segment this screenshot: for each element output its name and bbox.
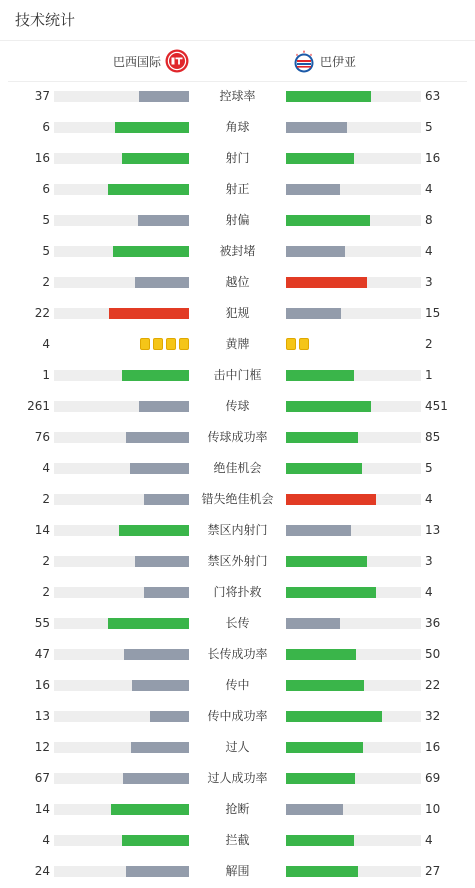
stat-row — [0, 391, 475, 422]
stat-row — [0, 112, 475, 143]
away-stat-bar — [286, 494, 421, 505]
home-stat-bar-fill — [144, 494, 189, 505]
home-stat-value: 16 — [34, 151, 50, 165]
away-stat-bar — [286, 184, 421, 195]
stat-row — [0, 422, 475, 453]
away-stat-value: 3 — [425, 275, 433, 289]
home-stat-bar-fill — [122, 370, 190, 381]
home-stat-bar-fill — [124, 649, 189, 660]
stat-row — [0, 143, 475, 174]
away-stat-bar — [286, 401, 421, 412]
away-stat-bar-fill — [286, 711, 382, 722]
stat-row — [0, 763, 475, 794]
away-stat-bar — [286, 835, 421, 846]
home-stat-value: 6 — [42, 182, 50, 196]
away-stat-bar-fill — [286, 742, 363, 753]
home-stat-bar — [54, 153, 189, 164]
away-stat-bar-fill — [286, 835, 354, 846]
home-stat-bar — [54, 866, 189, 877]
home-stat-bar — [54, 835, 189, 846]
away-stat-value: 16 — [425, 151, 441, 165]
away-stat-bar-fill — [286, 122, 347, 133]
home-stat-bar — [54, 91, 189, 102]
home-stat-bar-fill — [119, 525, 189, 536]
yellow-card-icon — [140, 338, 150, 350]
home-stat-bar — [54, 587, 189, 598]
away-stat-value: 22 — [425, 678, 441, 692]
away-stat-bar-fill — [286, 401, 371, 412]
away-stat-value: 4 — [425, 492, 433, 506]
internacional-crest-icon — [165, 49, 189, 73]
home-stat-bar — [54, 649, 189, 660]
home-stat-bar — [54, 370, 189, 381]
away-stat-bar-fill — [286, 91, 371, 102]
home-stat-value: 2 — [42, 275, 50, 289]
home-stat-bar-fill — [131, 742, 189, 753]
stat-label: 长传成功率 — [207, 647, 268, 661]
home-stat-value: 13 — [34, 709, 50, 723]
away-stat-bar — [286, 742, 421, 753]
away-stat-bar — [286, 432, 421, 443]
home-stat-bar-fill — [138, 215, 189, 226]
home-stat-value: 55 — [34, 616, 50, 630]
team-header — [0, 42, 475, 80]
stat-label: 射正 — [225, 182, 250, 196]
away-stat-value: 27 — [425, 864, 441, 878]
home-stat-bar — [54, 246, 189, 257]
home-stat-bar — [54, 494, 189, 505]
home-stat-bar — [54, 308, 189, 319]
home-stat-bar-fill — [111, 804, 189, 815]
home-stat-value: 4 — [42, 337, 50, 351]
home-team-name: 巴西国际 — [112, 54, 161, 69]
away-stat-bar-fill — [286, 277, 367, 288]
stat-row — [0, 856, 475, 887]
away-stat-bar-fill — [286, 649, 356, 660]
away-stat-bar — [286, 370, 421, 381]
away-team[interactable] — [292, 49, 356, 73]
home-stat-bar-fill — [126, 866, 189, 877]
home-stat-value: 14 — [34, 523, 50, 537]
stat-label: 过人成功率 — [207, 771, 268, 785]
home-stat-bar — [54, 618, 189, 629]
stat-row — [0, 670, 475, 701]
home-stat-value: 5 — [42, 244, 50, 258]
stat-label: 抢断 — [225, 802, 250, 816]
away-stat-value: 2 — [425, 337, 433, 351]
yellow-card-icon — [299, 338, 309, 350]
away-stat-bar-fill — [286, 866, 358, 877]
away-stat-bar — [286, 711, 421, 722]
stat-label: 过人 — [225, 740, 250, 754]
away-stat-bar — [286, 463, 421, 474]
away-stat-value: 63 — [425, 89, 441, 103]
away-stat-bar — [286, 215, 421, 226]
home-stat-bar — [54, 463, 189, 474]
home-yellow-cards — [140, 338, 189, 351]
home-stat-value: 2 — [42, 554, 50, 568]
away-stat-value: 4 — [425, 182, 433, 196]
away-stat-value: 8 — [425, 213, 433, 227]
stat-row — [0, 236, 475, 267]
away-stat-value: 451 — [425, 399, 448, 413]
home-stat-value: 47 — [34, 647, 50, 661]
home-stat-bar — [54, 525, 189, 536]
away-yellow-cards — [286, 338, 309, 351]
away-stat-bar-fill — [286, 432, 358, 443]
away-stat-bar — [286, 525, 421, 536]
stat-row — [0, 329, 475, 360]
home-stat-bar-fill — [144, 587, 189, 598]
away-stat-bar — [286, 246, 421, 257]
stat-row — [0, 360, 475, 391]
home-stat-bar — [54, 556, 189, 567]
stat-label: 门将扑救 — [213, 585, 262, 599]
away-stat-bar-fill — [286, 804, 343, 815]
stats-list — [0, 81, 475, 887]
away-stat-bar — [286, 773, 421, 784]
home-stat-bar-fill — [130, 463, 189, 474]
away-stat-bar-fill — [286, 618, 340, 629]
away-stat-bar — [286, 866, 421, 877]
stat-label: 控球率 — [219, 89, 256, 103]
stat-row — [0, 732, 475, 763]
away-stat-bar-fill — [286, 463, 362, 474]
home-stat-bar-fill — [115, 122, 189, 133]
stat-row — [0, 174, 475, 205]
home-stat-bar-fill — [109, 308, 189, 319]
home-stat-bar-fill — [135, 277, 189, 288]
stat-row — [0, 81, 475, 112]
stat-label: 射偏 — [225, 213, 250, 227]
stat-row — [0, 825, 475, 856]
home-stat-value: 2 — [42, 585, 50, 599]
stat-row — [0, 484, 475, 515]
away-stat-bar-fill — [286, 556, 367, 567]
stat-row — [0, 267, 475, 298]
home-stat-bar-fill — [122, 835, 190, 846]
home-stat-value: 1 — [42, 368, 50, 382]
away-stat-bar-fill — [286, 308, 341, 319]
away-stat-value: 5 — [425, 120, 433, 134]
home-stat-bar-fill — [126, 432, 189, 443]
stat-label: 绝佳机会 — [213, 461, 262, 475]
stat-label: 禁区内射门 — [207, 523, 268, 537]
home-stat-value: 76 — [34, 430, 50, 444]
away-team-name: 巴伊亚 — [320, 54, 357, 69]
home-stat-bar — [54, 432, 189, 443]
page-title: 技术统计 — [15, 11, 76, 29]
stat-row — [0, 205, 475, 236]
away-stat-value: 3 — [425, 554, 433, 568]
away-stat-bar — [286, 680, 421, 691]
stat-label: 传中成功率 — [207, 709, 268, 723]
home-stat-value: 261 — [27, 399, 50, 413]
away-stat-value: 13 — [425, 523, 441, 537]
home-stat-bar — [54, 277, 189, 288]
bahia-crest-icon — [292, 49, 316, 73]
home-stat-bar — [54, 122, 189, 133]
away-stat-value: 69 — [425, 771, 441, 785]
away-stat-bar-fill — [286, 153, 354, 164]
stat-label: 犯规 — [225, 306, 250, 320]
away-stat-bar — [286, 556, 421, 567]
stat-label: 错失绝佳机会 — [201, 492, 274, 506]
stat-label: 传球 — [225, 399, 250, 413]
yellow-card-icon — [166, 338, 176, 350]
home-stat-bar — [54, 680, 189, 691]
home-stat-value: 12 — [34, 740, 50, 754]
away-stat-bar-fill — [286, 370, 354, 381]
stat-label: 拦截 — [225, 833, 250, 847]
home-stat-bar-fill — [139, 91, 189, 102]
away-stat-bar — [286, 91, 421, 102]
stat-label: 传球成功率 — [207, 430, 268, 444]
stat-row — [0, 453, 475, 484]
home-stat-value: 16 — [34, 678, 50, 692]
away-stat-bar-fill — [286, 525, 351, 536]
away-stat-value: 4 — [425, 244, 433, 258]
home-stat-bar-fill — [113, 246, 189, 257]
away-stat-bar — [286, 308, 421, 319]
away-stat-bar-fill — [286, 587, 376, 598]
stat-label: 角球 — [225, 120, 250, 134]
stat-label: 传中 — [225, 678, 250, 692]
stat-label: 禁区外射门 — [207, 554, 268, 568]
away-stat-bar-fill — [286, 215, 370, 226]
home-stat-bar-fill — [132, 680, 189, 691]
home-stat-value: 4 — [42, 461, 50, 475]
away-stat-value: 5 — [425, 461, 433, 475]
home-stat-bar — [54, 215, 189, 226]
away-stat-bar — [286, 122, 421, 133]
away-stat-value: 32 — [425, 709, 441, 723]
home-stat-value: 24 — [34, 864, 50, 878]
home-stat-bar-fill — [122, 153, 190, 164]
stat-row — [0, 546, 475, 577]
home-stat-bar — [54, 401, 189, 412]
stat-label: 被封堵 — [219, 244, 256, 258]
away-stat-bar — [286, 618, 421, 629]
home-stat-value: 37 — [34, 89, 50, 103]
home-stat-bar — [54, 773, 189, 784]
home-stat-bar-fill — [108, 184, 189, 195]
away-stat-value: 1 — [425, 368, 433, 382]
away-stat-bar — [286, 587, 421, 598]
away-stat-bar-fill — [286, 246, 345, 257]
home-stat-value: 2 — [42, 492, 50, 506]
home-stat-value: 4 — [42, 833, 50, 847]
home-stat-value: 5 — [42, 213, 50, 227]
away-stat-value: 4 — [425, 585, 433, 599]
stat-row — [0, 298, 475, 329]
home-stat-value: 22 — [34, 306, 50, 320]
away-stat-bar-fill — [286, 773, 355, 784]
stat-row — [0, 515, 475, 546]
stat-label: 越位 — [225, 275, 250, 289]
stat-label: 黄牌 — [225, 337, 250, 351]
stat-row — [0, 608, 475, 639]
yellow-card-icon — [179, 338, 189, 350]
stat-label: 射门 — [225, 151, 250, 165]
away-stat-bar — [286, 649, 421, 660]
home-stat-bar-fill — [150, 711, 189, 722]
home-stat-value: 67 — [34, 771, 50, 785]
home-stat-bar-fill — [108, 618, 189, 629]
home-stat-bar-fill — [123, 773, 189, 784]
home-stat-bar-fill — [135, 556, 189, 567]
stat-label: 长传 — [225, 616, 250, 630]
home-team[interactable] — [113, 49, 189, 73]
home-stat-bar — [54, 711, 189, 722]
home-stat-bar — [54, 184, 189, 195]
away-stat-bar-fill — [286, 680, 364, 691]
yellow-card-icon — [153, 338, 163, 350]
away-stat-value: 4 — [425, 833, 433, 847]
stat-row — [0, 577, 475, 608]
home-stat-bar-fill — [139, 401, 189, 412]
away-stat-bar-fill — [286, 494, 376, 505]
stat-row — [0, 701, 475, 732]
away-stat-value: 85 — [425, 430, 441, 444]
away-stat-value: 10 — [425, 802, 441, 816]
stat-label: 击中门框 — [213, 368, 262, 382]
away-stat-bar-fill — [286, 184, 340, 195]
title-divider — [0, 40, 475, 41]
away-stat-value: 15 — [425, 306, 441, 320]
home-stat-bar — [54, 804, 189, 815]
home-stat-value: 14 — [34, 802, 50, 816]
away-stat-value: 36 — [425, 616, 441, 630]
stat-row — [0, 639, 475, 670]
yellow-card-icon — [286, 338, 296, 350]
away-stat-bar — [286, 153, 421, 164]
stat-row — [0, 794, 475, 825]
away-stat-bar — [286, 804, 421, 815]
home-stat-bar — [54, 742, 189, 753]
away-stat-bar — [286, 277, 421, 288]
away-stat-value: 16 — [425, 740, 441, 754]
away-stat-value: 50 — [425, 647, 441, 661]
stat-label: 解围 — [225, 864, 250, 878]
home-stat-value: 6 — [42, 120, 50, 134]
